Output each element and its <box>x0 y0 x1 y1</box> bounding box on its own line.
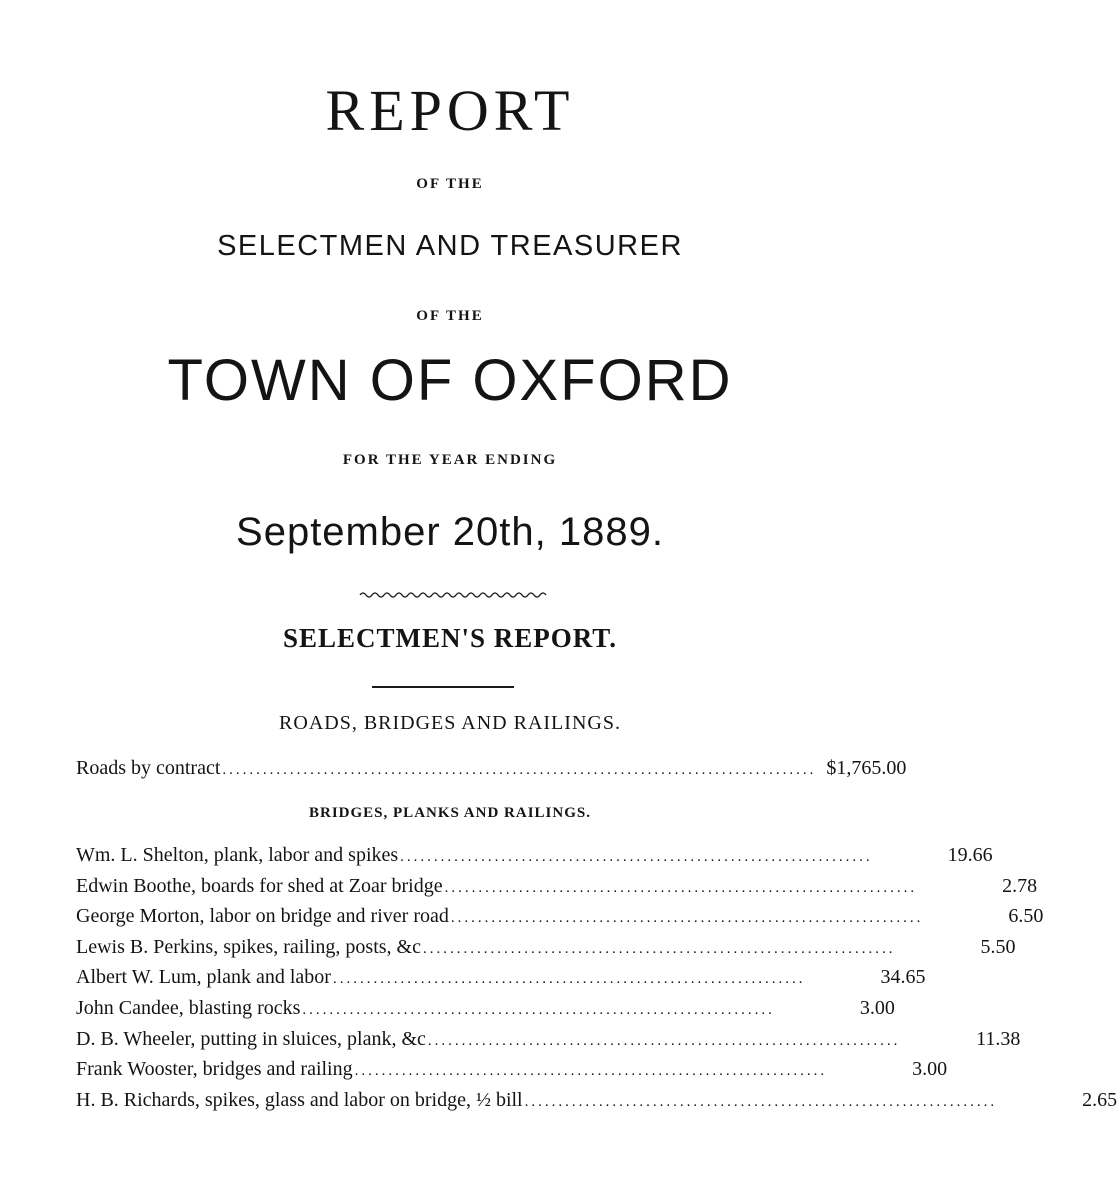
row-amount: 11.38 <box>976 1027 1021 1050</box>
row-amount: 3.00 <box>859 997 895 1019</box>
bridges-heading: BRIDGES, PLANKS AND RAILINGS. <box>309 805 591 821</box>
wavy-divider <box>358 589 548 601</box>
dot-leader: ...................................................................... <box>524 1093 998 1110</box>
row-amount: 2.78 <box>1002 874 1038 897</box>
row-label: Wm. L. Shelton, plank, labor and spikes <box>76 844 399 866</box>
row-amount: 5.50 <box>980 935 1016 958</box>
row-label: Lewis B. Perkins, spikes, railing, posts, &c <box>76 935 421 958</box>
row-label: Frank Wooster, bridges and railing <box>76 1058 353 1081</box>
expense-row <box>76 934 1016 960</box>
expense-row <box>76 1087 1117 1113</box>
row-label: Roads by contract <box>76 757 221 779</box>
row-amount: 6.50 <box>1008 905 1044 928</box>
dot-leader: ........................................................................................ <box>222 762 817 778</box>
dot-leader: ...................................................................... <box>427 1032 901 1049</box>
row-label: Albert W. Lum, plank and labor <box>76 966 331 989</box>
roads-contract-row <box>76 755 907 781</box>
row-label: Edwin Boothe, boards for shed at Zoar bridge <box>76 874 443 897</box>
expense-row <box>76 964 926 990</box>
dot-leader: ...................................................................... <box>332 971 806 988</box>
row-amount: 34.65 <box>880 966 926 989</box>
dot-leader: ...................................................................... <box>354 1063 828 1080</box>
row-amount: 3.00 <box>912 1058 948 1081</box>
row-amount: 2.65 <box>1082 1088 1117 1111</box>
expense-row <box>76 995 895 1021</box>
report-title: REPORT <box>325 78 575 143</box>
dot-leader: ...................................................................... <box>400 849 873 865</box>
expense-row <box>76 903 1044 929</box>
expense-row <box>76 842 993 868</box>
dot-leader: ...................................................................... <box>422 940 896 957</box>
year-ending-line: FOR THE YEAR ENDING <box>342 452 558 468</box>
of-the-line-1: OF THE <box>416 176 484 192</box>
row-amount: $1,765.00 <box>826 757 907 779</box>
dot-leader: ...................................................................... <box>302 1002 775 1018</box>
section-heading: SELECTMEN'S REPORT. <box>282 623 618 653</box>
report-subtitle: SELECTMEN AND TREASURER <box>217 230 683 262</box>
roads-bridges-heading: ROADS, BRIDGES AND RAILINGS. <box>279 712 621 734</box>
dot-leader: ...................................................................... <box>444 879 918 896</box>
expense-row <box>76 1026 1021 1052</box>
report-date: September 20th, 1889. <box>236 510 664 554</box>
of-the-line-2: OF THE <box>416 308 484 324</box>
row-amount: 19.66 <box>947 844 993 866</box>
row-label: D. B. Wheeler, putting in sluices, plank, &c <box>76 1027 426 1050</box>
row-label: H. B. Richards, spikes, glass and labor on bridge, ½ bill <box>76 1088 523 1111</box>
town-title: TOWN OF OXFORD <box>167 348 733 413</box>
row-label: George Morton, labor on bridge and river road <box>76 905 449 928</box>
dot-leader: ...................................................................... <box>450 910 924 927</box>
divider-rule <box>372 686 514 688</box>
expense-row <box>76 1056 948 1082</box>
expense-row <box>76 873 1038 899</box>
row-label: John Candee, blasting rocks <box>76 997 301 1019</box>
